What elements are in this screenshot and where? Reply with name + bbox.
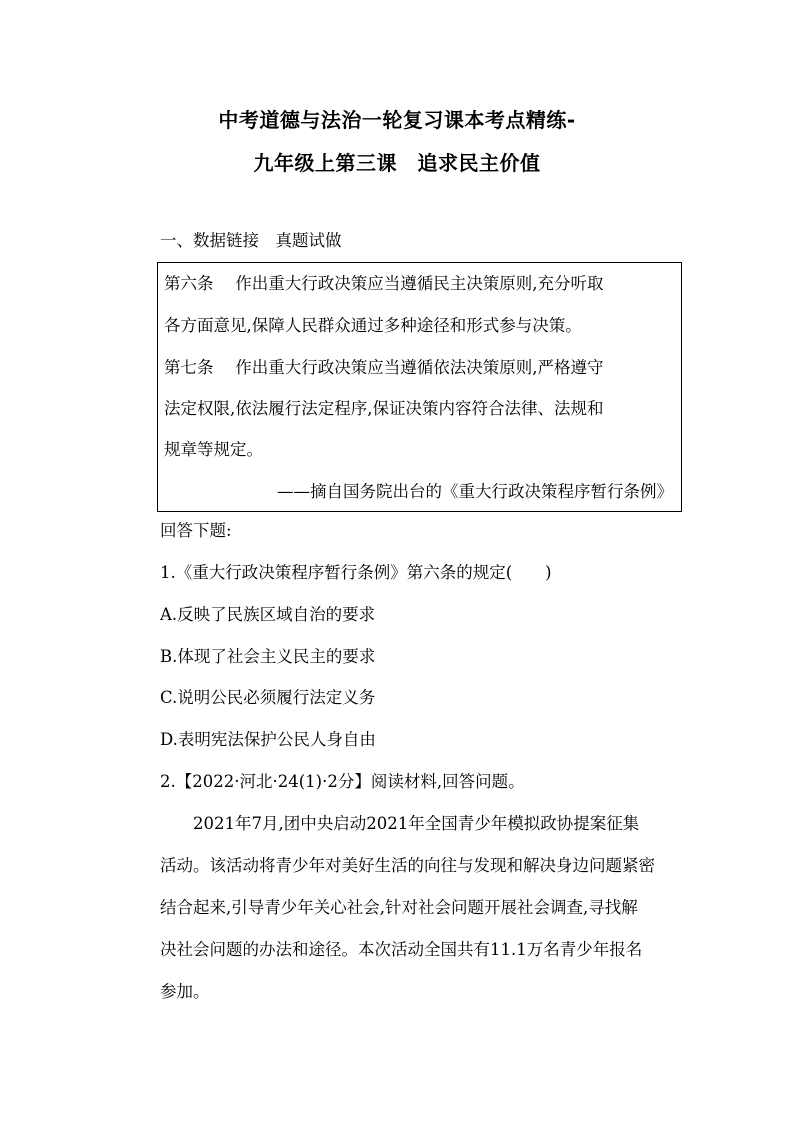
- material-line: 第六条 作出重大行政决策应当遵循民主决策原则,充分听取: [164, 274, 604, 293]
- question-2-paragraph-line: 决社会问题的办法和途径。本次活动全国共有11.1万名青少年报名: [160, 940, 643, 959]
- material-line: 规章等规定。: [164, 440, 263, 459]
- material-source: ——摘自国务院出台的《重大行政决策程序暂行条例》: [277, 482, 673, 501]
- question-2-paragraph-line: 2021年7月,团中央启动2021年全国青少年模拟政协提案征集: [160, 814, 640, 833]
- material-box: [157, 262, 682, 512]
- material-line: 第七条 作出重大行政决策应当遵循依法决策原则,严格遵守: [164, 358, 604, 377]
- answer-prompt: 回答下题:: [160, 521, 232, 540]
- question-1-option-d: D.表明宪法保护公民人身自由: [160, 730, 376, 749]
- material-line: 各方面意见,保障人民群众通过多种途径和形式参与决策。: [164, 316, 582, 335]
- question-1-stem: 1.《重大行政决策程序暂行条例》第六条的规定( ): [160, 563, 552, 582]
- question-1-option-b: B.体现了社会主义民主的要求: [160, 647, 376, 666]
- question-2-paragraph-line: 结合起来,引导青少年关心社会,针对社会问题开展社会调查,寻找解: [160, 898, 638, 917]
- question-2-stem: 2.【2022·河北·24(1)·2分】阅读材料,回答问题。: [160, 772, 525, 791]
- section-heading: 一、数据链接 真题试做: [160, 231, 342, 250]
- question-1-option-a: A.反映了民族区域自治的要求: [160, 605, 376, 624]
- material-line: 法定权限,依法履行法定程序,保证决策内容符合法律、法规和: [164, 399, 604, 418]
- question-2-paragraph-line: 参加。: [160, 982, 210, 1001]
- question-1-option-c: C.说明公民必须履行法定义务: [160, 688, 376, 707]
- document-title-line-2: 九年级上第三课 追求民主价值: [253, 151, 541, 175]
- question-2-paragraph-line: 活动。该活动将青少年对美好生活的向往与发现和解决身边问题紧密: [160, 856, 655, 875]
- document-title-line-1: 中考道德与法治一轮复习课本考点精练-: [218, 108, 576, 132]
